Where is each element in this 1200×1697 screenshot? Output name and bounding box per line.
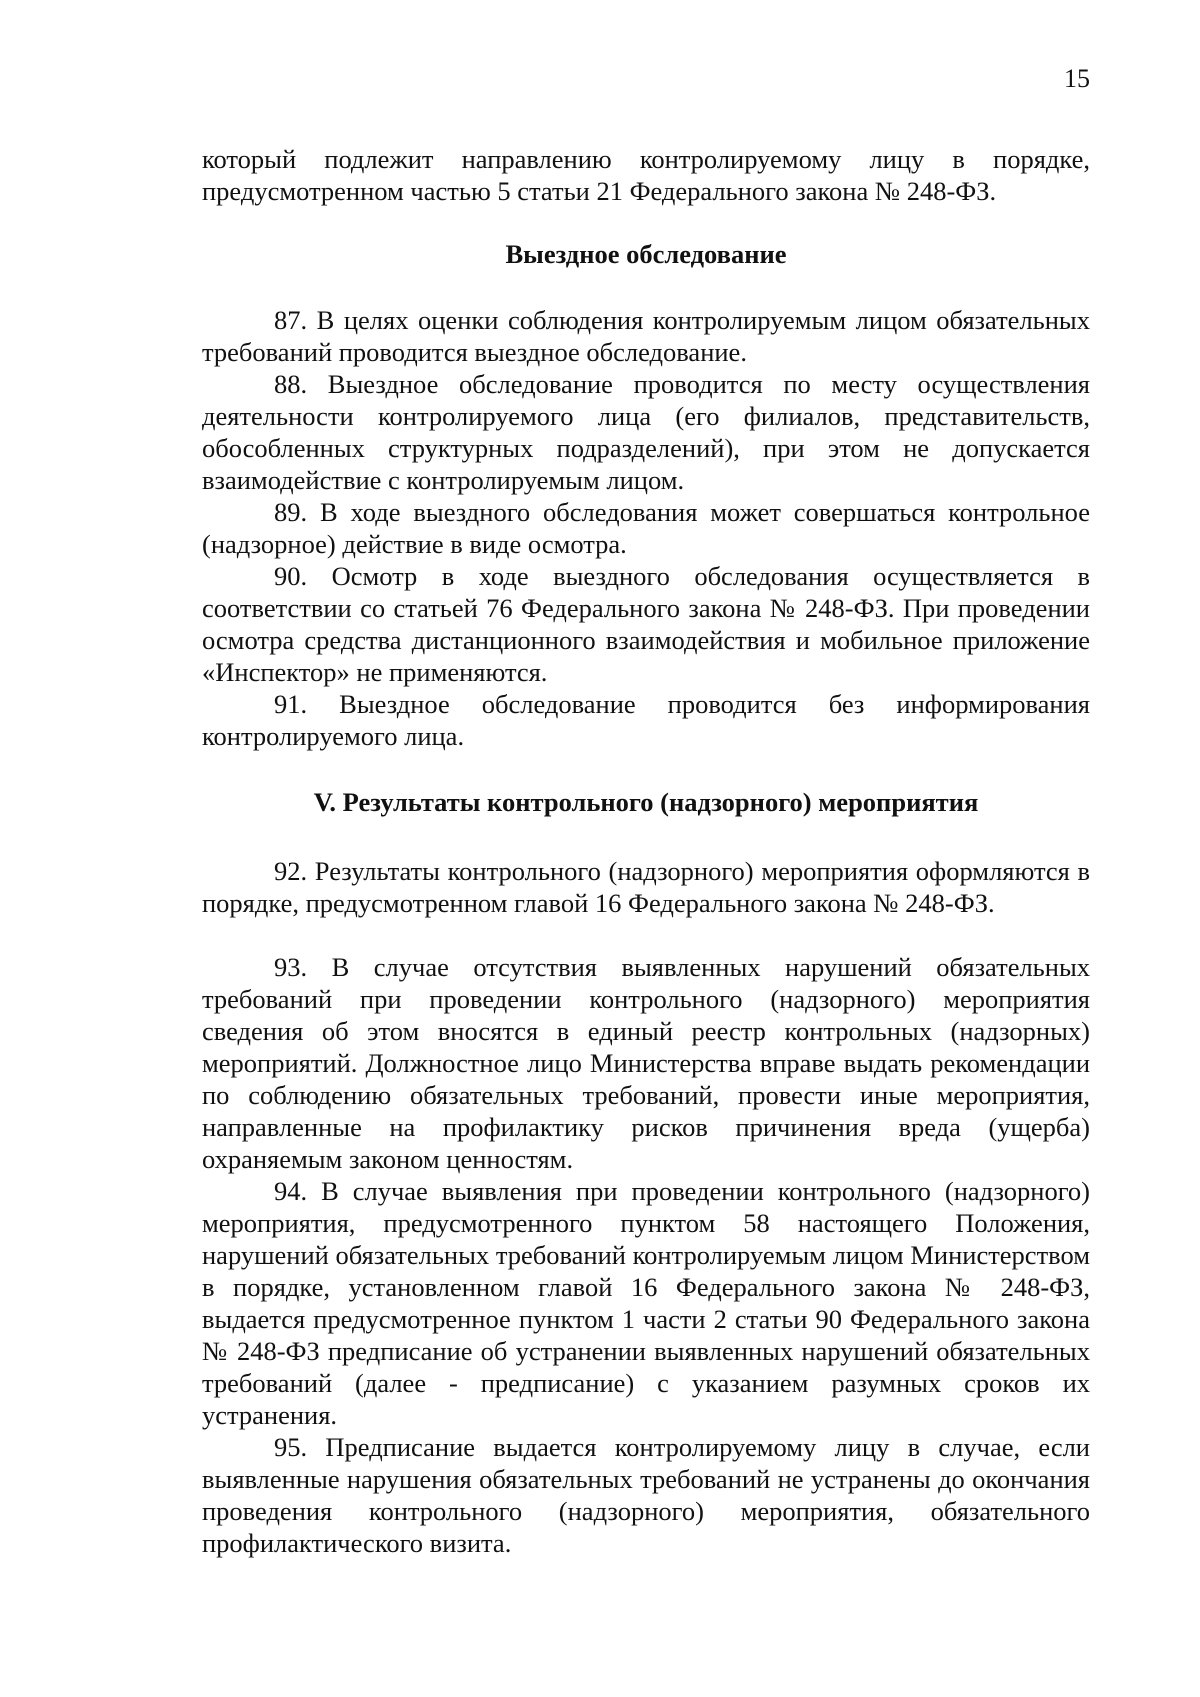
section-heading-results: V. Результаты контрольного (надзорного) мероприятия [313, 787, 979, 817]
section-heading-vyezdnoe: Выездное обследование [505, 239, 787, 269]
paragraph-90: 90. Осмотр в ходе выездного обследования осуществляется в соответствии со статьей 76 Федерального закона № 248-ФЗ. При проведении осмотра средства дистанционного взаимодействия и мобильное приложение «Инспектор» не применяются. [202, 561, 1090, 687]
paragraph-91: 91. Выездное обследование проводится без информирования контролируемого лица. [202, 689, 1090, 751]
paragraph-92: 92. Результаты контрольного (надзорного) мероприятия оформляются в порядке, предусмотренном главой 16 Федерального закона № 248-ФЗ. [202, 856, 1090, 918]
paragraph-87: 87. В целях оценки соблюдения контролируемым лицом обязательных требований проводится выездное обследование. [202, 305, 1090, 367]
paragraph-94: 94. В случае выявления при проведении контрольного (надзорного) мероприятия, предусмотренного пунктом 58 настоящего Положения, нарушений обязательных требований контролируемым лицом Министерством в порядке, установленном главой 16 Федерального закона № 248-ФЗ, выдается предусмотренное пунктом 1 части 2 статьи 90 Федерального закона № 248-ФЗ предписание об устранении выявленных нарушений обязательных требований (далее - предписание) с указанием разумных сроков их устранения. [202, 1176, 1090, 1430]
paragraph-95: 95. Предписание выдается контролируемому лицу в случае, если выявленные нарушения обязательных требований не устранены до окончания проведения контрольного (надзорного) мероприятия, обязательного профилактического визита. [202, 1432, 1090, 1558]
paragraph-93: 93. В случае отсутствия выявленных нарушений обязательных требований при проведении контрольного (надзорного) мероприятия сведения об этом вносятся в единый реестр контрольных (надзорных) мероприятий. Должностное лицо Министерства вправе выдать рекомендации по соблюдению обязательных требований, провести иные мероприятия, направленные на профилактику рисков причинения вреда (ущерба) охраняемым законом ценностям. [202, 952, 1090, 1174]
page-number: 15 [1064, 64, 1090, 93]
intro-paragraph: который подлежит направлению контролируемому лицу в порядке, предусмотренном частью 5 статьи 21 Федерального закона № 248-ФЗ. [202, 144, 1090, 206]
paragraph-89: 89. В ходе выездного обследования может совершаться контрольное (надзорное) действие в виде осмотра. [202, 497, 1090, 559]
paragraph-88: 88. Выездное обследование проводится по месту осуществления деятельности контролируемого лица (его филиалов, представительств, обособленных структурных подразделений), при этом не допускается взаимодействие с контролируемым лицом. [202, 369, 1090, 495]
